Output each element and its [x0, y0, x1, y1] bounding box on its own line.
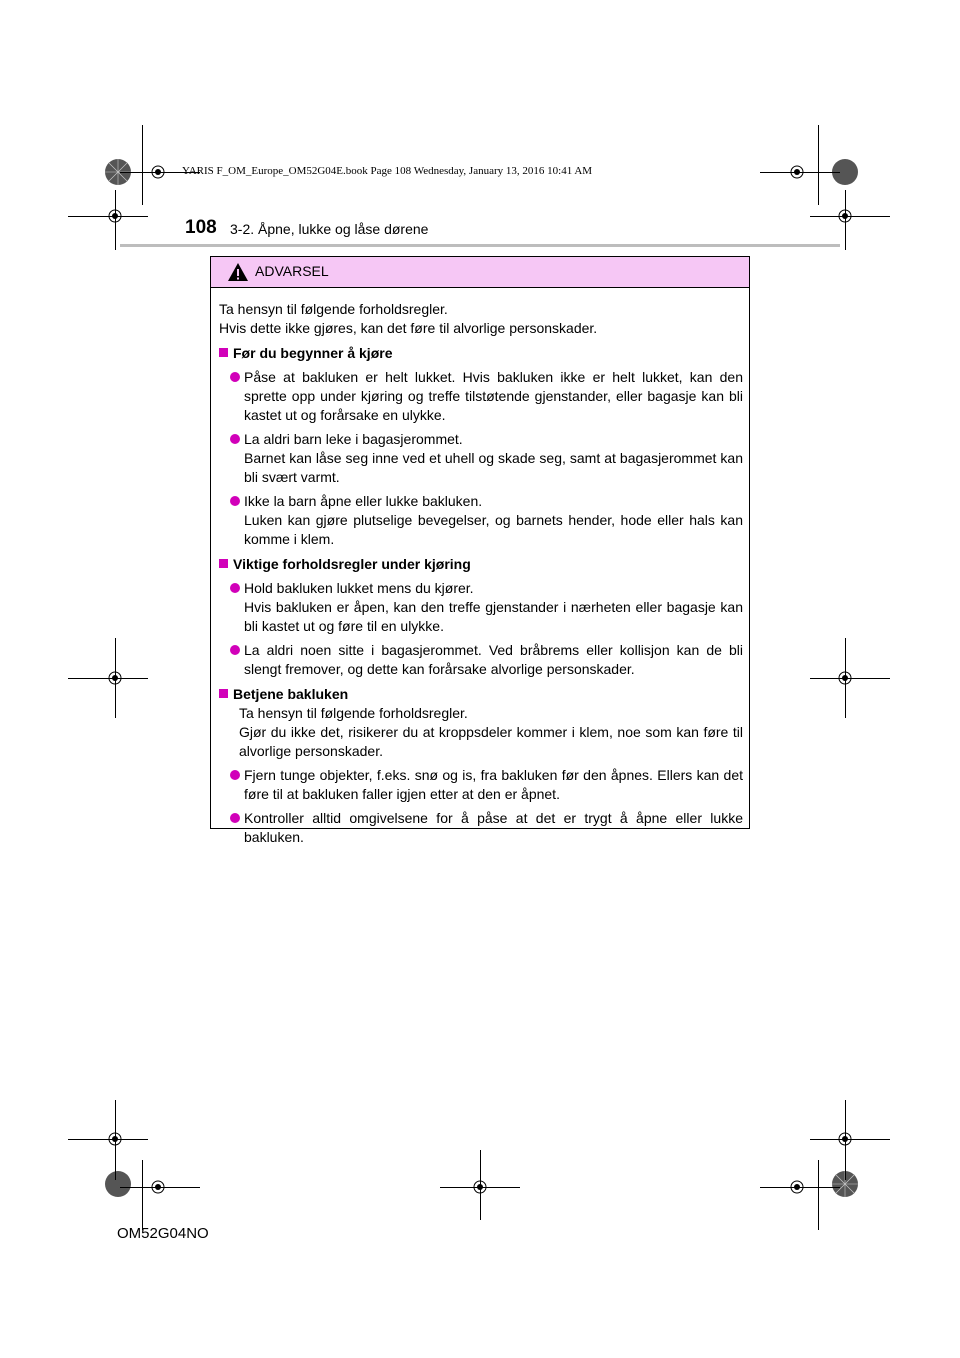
section-heading-text: Før du begynner å kjøre — [233, 345, 393, 361]
list-item — [219, 368, 743, 425]
section-text: Gjør du ikke det, risikerer du at kroppsdeler kommer i klem, noe som kan føre til alvorlige personskader. — [239, 724, 743, 759]
warning-triangle-icon — [227, 262, 249, 282]
square-bullet-icon — [219, 689, 228, 698]
list-item — [219, 809, 743, 847]
registration-sunburst-icon — [104, 1170, 132, 1198]
section-text: Ta hensyn til følgende forholdsregler. — [239, 705, 468, 721]
warning-header — [211, 257, 749, 288]
section-heading — [219, 344, 743, 363]
section-heading — [219, 685, 743, 704]
section-title: 3-2. Åpne, lukke og låse dørene — [230, 221, 429, 237]
section-heading-text: Viktige forholdsregler under kjøring — [233, 556, 471, 572]
round-bullet-icon — [230, 434, 240, 444]
list-item — [219, 430, 743, 487]
list-item-text: Fjern tunge objekter, f.eks. snø og is, fra bakluken før den åpnes. Ellers kan det føre til at bakluken faller igjen etter at den er åpnet. — [244, 767, 743, 802]
warning-body — [219, 300, 743, 847]
intro-line: Hvis dette ikke gjøres, kan det føre til alvorlige personskader. — [219, 320, 598, 336]
header-rule — [120, 244, 840, 247]
list-item — [219, 579, 743, 636]
square-bullet-icon — [219, 348, 228, 357]
list-item-text: La aldri barn leke i bagasjerommet. Barnet kan låse seg inne ved et uhell og skade seg, samt at bagasjerommet kan bli svært varmt. — [244, 431, 743, 485]
round-bullet-icon — [230, 813, 240, 823]
list-item-text: Hold bakluken lukket mens du kjører. Hvis bakluken er åpen, kan den treffe gjenstander i nærheten eller bagasje kan bli kastet ut og føre til en ulykke. — [244, 580, 743, 634]
list-item-text: Kontroller alltid omgivelsene for å påse at det er trygt å åpne eller lukke bakluken. — [244, 810, 743, 845]
round-bullet-icon — [230, 770, 240, 780]
round-bullet-icon — [230, 372, 240, 382]
round-bullet-icon — [230, 583, 240, 593]
list-item — [219, 766, 743, 804]
round-bullet-icon — [230, 496, 240, 506]
list-item-text: La aldri noen sitte i bagasjerommet. Ved bråbrems eller kollisjon kan de bli slengt fremover, og dette kan forårsake alvorlige personskader. — [244, 642, 743, 677]
square-bullet-icon — [219, 559, 228, 568]
warning-box — [210, 256, 750, 845]
print-meta-line: YARIS F_OM_Europe_OM52G04E.book Page 108 Wednesday, January 13, 2016 10:41 AM — [182, 165, 593, 177]
list-item — [219, 641, 743, 679]
section-heading-text: Betjene bakluken — [233, 686, 349, 702]
intro-line: Ta hensyn til følgende forholdsregler. — [219, 301, 448, 317]
page-number: 108 — [185, 217, 217, 238]
list-item-text: Ikke la barn åpne eller lukke bakluken. Luken kan gjøre plutselige bevegelser, og barnets hender, hode eller hals kan komme i klem. — [244, 493, 743, 547]
list-item-text: Påse at bakluken er helt lukket. Hvis bakluken ikke er helt lukket, kan den sprette opp under kjøring og treffe tilstøtende gjenstander, eller bagasje kan bli kastet ut og forårsake en ulykke. — [244, 369, 743, 423]
round-bullet-icon — [230, 645, 240, 655]
list-item — [219, 492, 743, 549]
document-code: OM52G04NO — [117, 1225, 209, 1242]
warning-title: ADVARSEL — [255, 263, 329, 279]
section-heading — [219, 555, 743, 574]
